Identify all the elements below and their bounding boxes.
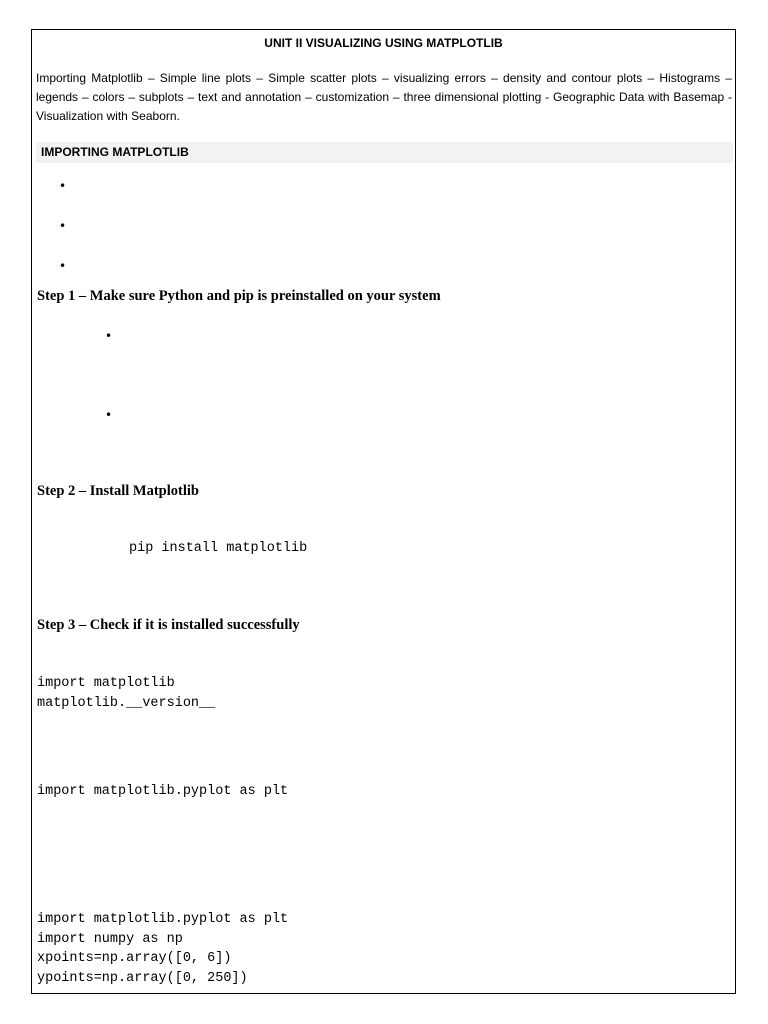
bullet-point: • — [59, 259, 67, 273]
step-1-heading: Step 1 – Make sure Python and pip is preinstalled on your system — [37, 288, 441, 304]
step-2-heading: Step 2 – Install Matplotlib — [37, 483, 199, 499]
page-frame — [31, 29, 736, 994]
bullet-point: • — [105, 329, 113, 343]
bullet-point: • — [59, 179, 67, 193]
syllabus-paragraph: Importing Matplotlib – Simple line plots – Simple scatter plots – visualizing errors – density and contour plots – Histograms – legends – colors – subplots – text and annotation – customization – three dimensional plotting - Geographic Data with Basemap - Visualization with Seaborn. — [36, 71, 732, 123]
step-3-heading: Step 3 – Check if it is installed successfully — [37, 617, 300, 633]
code-block-version-check: import matplotlib matplotlib.__version__ — [37, 676, 216, 711]
code-block-import-pyplot: import matplotlib.pyplot as plt — [37, 784, 289, 799]
code-block-numpy-arrays: import matplotlib.pyplot as plt import numpy as np xpoints=np.array([0, 6]) ypoints=np.array([0, 250]) — [37, 912, 289, 986]
bullet-point: • — [59, 219, 67, 233]
install-command: pip install matplotlib — [129, 541, 308, 556]
bullet-point: • — [105, 408, 113, 422]
section-heading-importing-matplotlib: IMPORTING MATPLOTLIB — [36, 142, 733, 163]
unit-title: UNIT II VISUALIZING USING MATPLOTLIB — [264, 36, 503, 50]
